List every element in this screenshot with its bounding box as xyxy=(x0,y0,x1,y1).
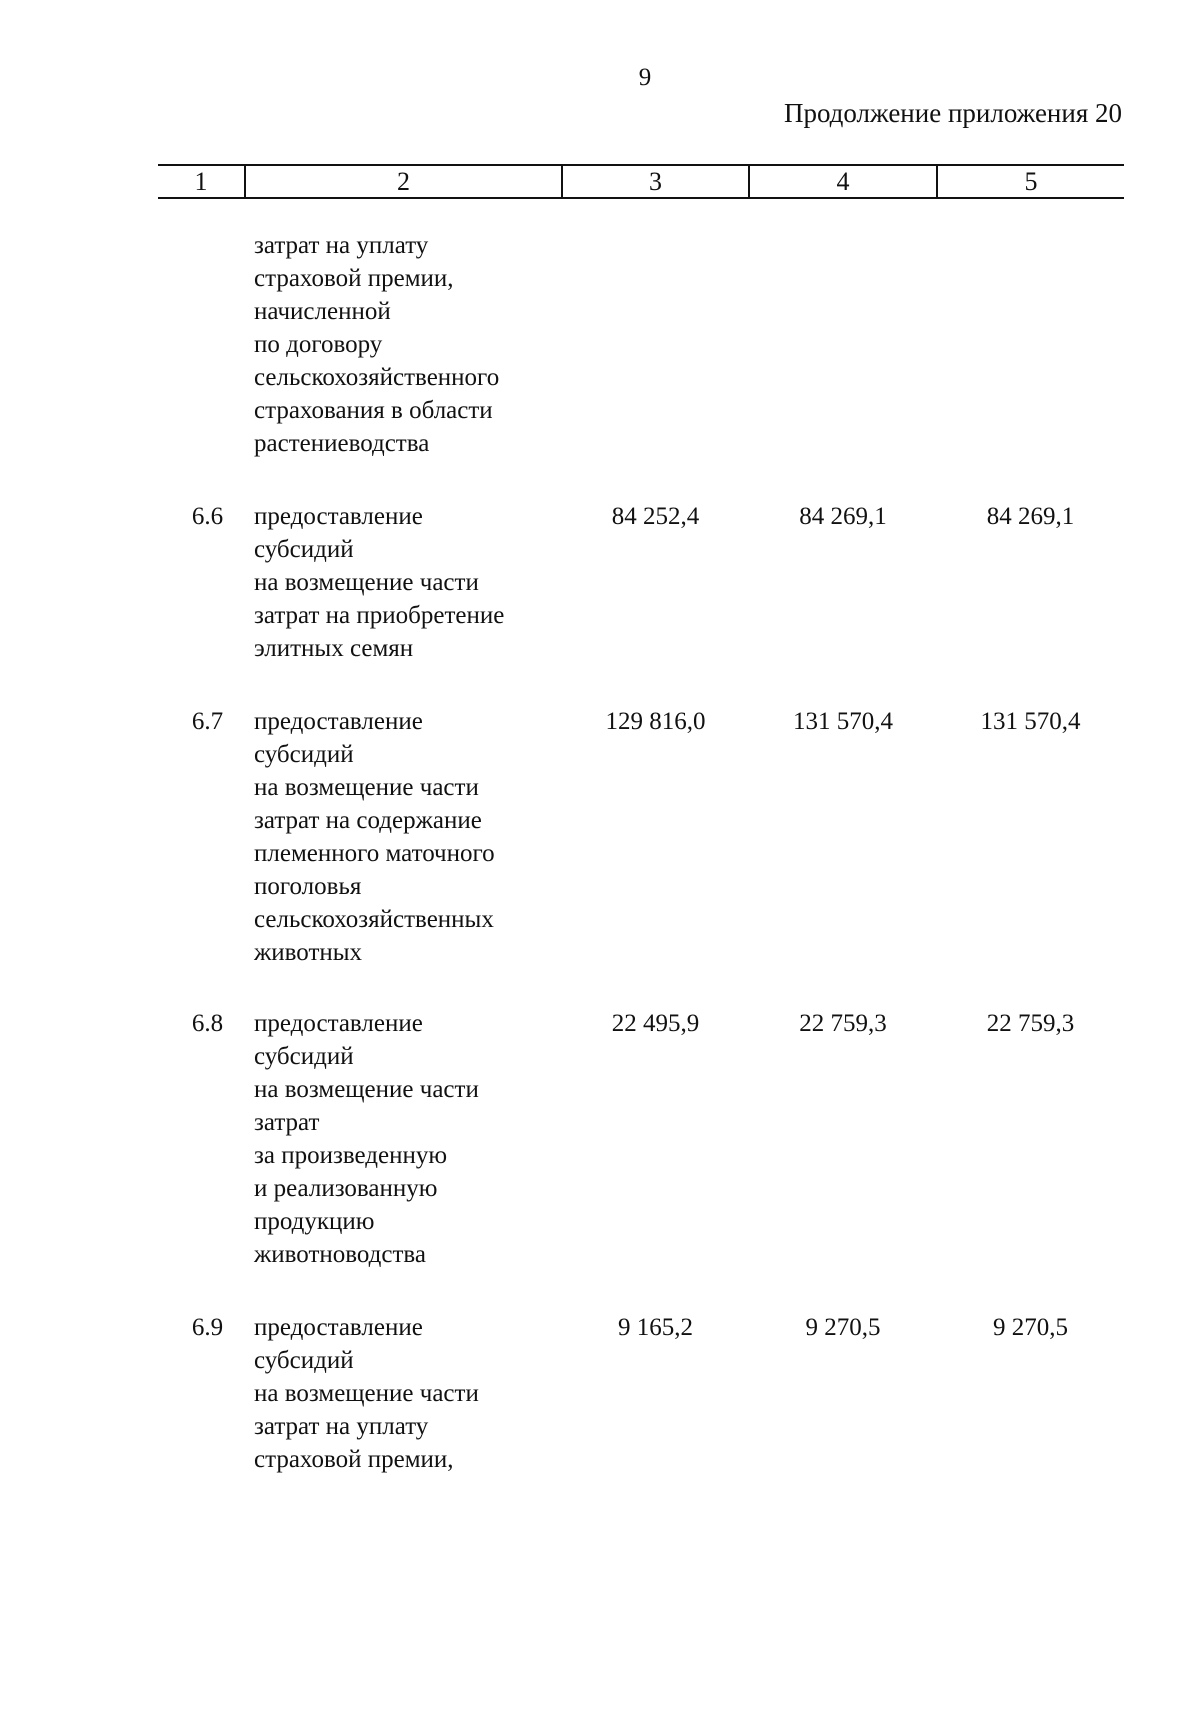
description-line: страховой премии, xyxy=(254,265,454,292)
description-line: начисленной xyxy=(254,298,391,325)
description-line: элитных семян xyxy=(254,635,414,662)
description-line: затрат xyxy=(254,1109,320,1136)
description-line: страхования в области xyxy=(254,397,493,424)
table-row xyxy=(158,198,1124,500)
column-header-1: 1 xyxy=(158,165,245,198)
value-column-5: 131 570,4 xyxy=(980,708,1081,735)
description-line: на возмещение части xyxy=(254,569,479,596)
value-column-3: 9 165,2 xyxy=(618,1314,693,1341)
description-line: и реализованную xyxy=(254,1175,438,1202)
column-header-4: 4 xyxy=(749,165,937,198)
value-column-5 xyxy=(937,198,1124,500)
row-number: 6.8 xyxy=(191,1010,224,1037)
row-description xyxy=(245,705,562,1007)
row-number xyxy=(158,198,245,500)
row-number: 6.7 xyxy=(191,708,224,735)
description-line: затрат на уплату xyxy=(254,232,429,259)
value-column-4: 22 759,3 xyxy=(799,1010,887,1037)
column-header-5: 5 xyxy=(937,165,1124,198)
description-line: растениеводства xyxy=(254,430,430,457)
description-line: субсидий xyxy=(254,741,354,768)
description-line: на возмещение части xyxy=(254,1076,479,1103)
column-header-2: 2 xyxy=(245,165,562,198)
value-column-4: 131 570,4 xyxy=(793,708,893,735)
value-column-4: 9 270,5 xyxy=(805,1314,881,1341)
description-line: на возмещение части xyxy=(254,1380,479,1407)
description-line: предоставление xyxy=(254,503,423,530)
description-line: сельскохозяйственного xyxy=(254,364,500,391)
description-line: по договору xyxy=(254,331,383,358)
table-row xyxy=(158,1311,1124,1476)
description-line: животных xyxy=(254,939,363,966)
row-number: 6.9 xyxy=(191,1314,224,1341)
description-line: предоставление xyxy=(254,1314,423,1341)
description-line: предоставление xyxy=(254,1010,423,1037)
table-row xyxy=(158,500,1124,705)
page-number: 9 xyxy=(638,64,652,91)
table-row xyxy=(158,1007,1124,1311)
description-line: на возмещение части xyxy=(254,774,479,801)
value-column-3: 84 252,4 xyxy=(611,503,700,530)
description-line: затрат на содержание xyxy=(254,807,482,834)
row-description xyxy=(245,500,562,705)
value-column-5: 84 269,1 xyxy=(986,503,1075,530)
description-line: животноводства xyxy=(254,1241,426,1268)
description-line: субсидий xyxy=(254,1043,354,1070)
continuation-label: Продолжение приложения 20 xyxy=(783,98,1122,128)
description-line: сельскохозяйственных xyxy=(254,906,494,933)
description-line: племенного маточного xyxy=(254,840,495,867)
value-column-5: 9 270,5 xyxy=(993,1314,1068,1341)
description-line: продукцию xyxy=(254,1208,375,1235)
value-column-4: 84 269,1 xyxy=(799,503,887,530)
description-line: субсидий xyxy=(254,1347,354,1374)
description-line: субсидий xyxy=(254,536,354,563)
value-column-3 xyxy=(562,198,749,500)
value-column-3: 22 495,9 xyxy=(611,1010,700,1037)
description-line: затрат на уплату xyxy=(254,1413,429,1440)
table-row xyxy=(158,705,1124,1007)
appendix-table xyxy=(158,164,1124,1476)
column-header-3: 3 xyxy=(562,165,749,198)
row-description xyxy=(245,1311,562,1476)
value-column-3: 129 816,0 xyxy=(605,708,706,735)
description-line: затрат на приобретение xyxy=(254,602,505,629)
table-body xyxy=(158,198,1124,1476)
row-number: 6.6 xyxy=(191,503,224,530)
value-column-5: 22 759,3 xyxy=(986,1010,1075,1037)
description-line: за произведенную xyxy=(254,1142,448,1169)
table-header-row xyxy=(158,165,1124,198)
row-description xyxy=(245,198,562,500)
description-line: предоставление xyxy=(254,708,423,735)
value-column-4 xyxy=(749,198,937,500)
description-line: поголовья xyxy=(254,873,362,900)
row-description xyxy=(245,1007,562,1311)
description-line: страховой премии, xyxy=(254,1446,454,1473)
